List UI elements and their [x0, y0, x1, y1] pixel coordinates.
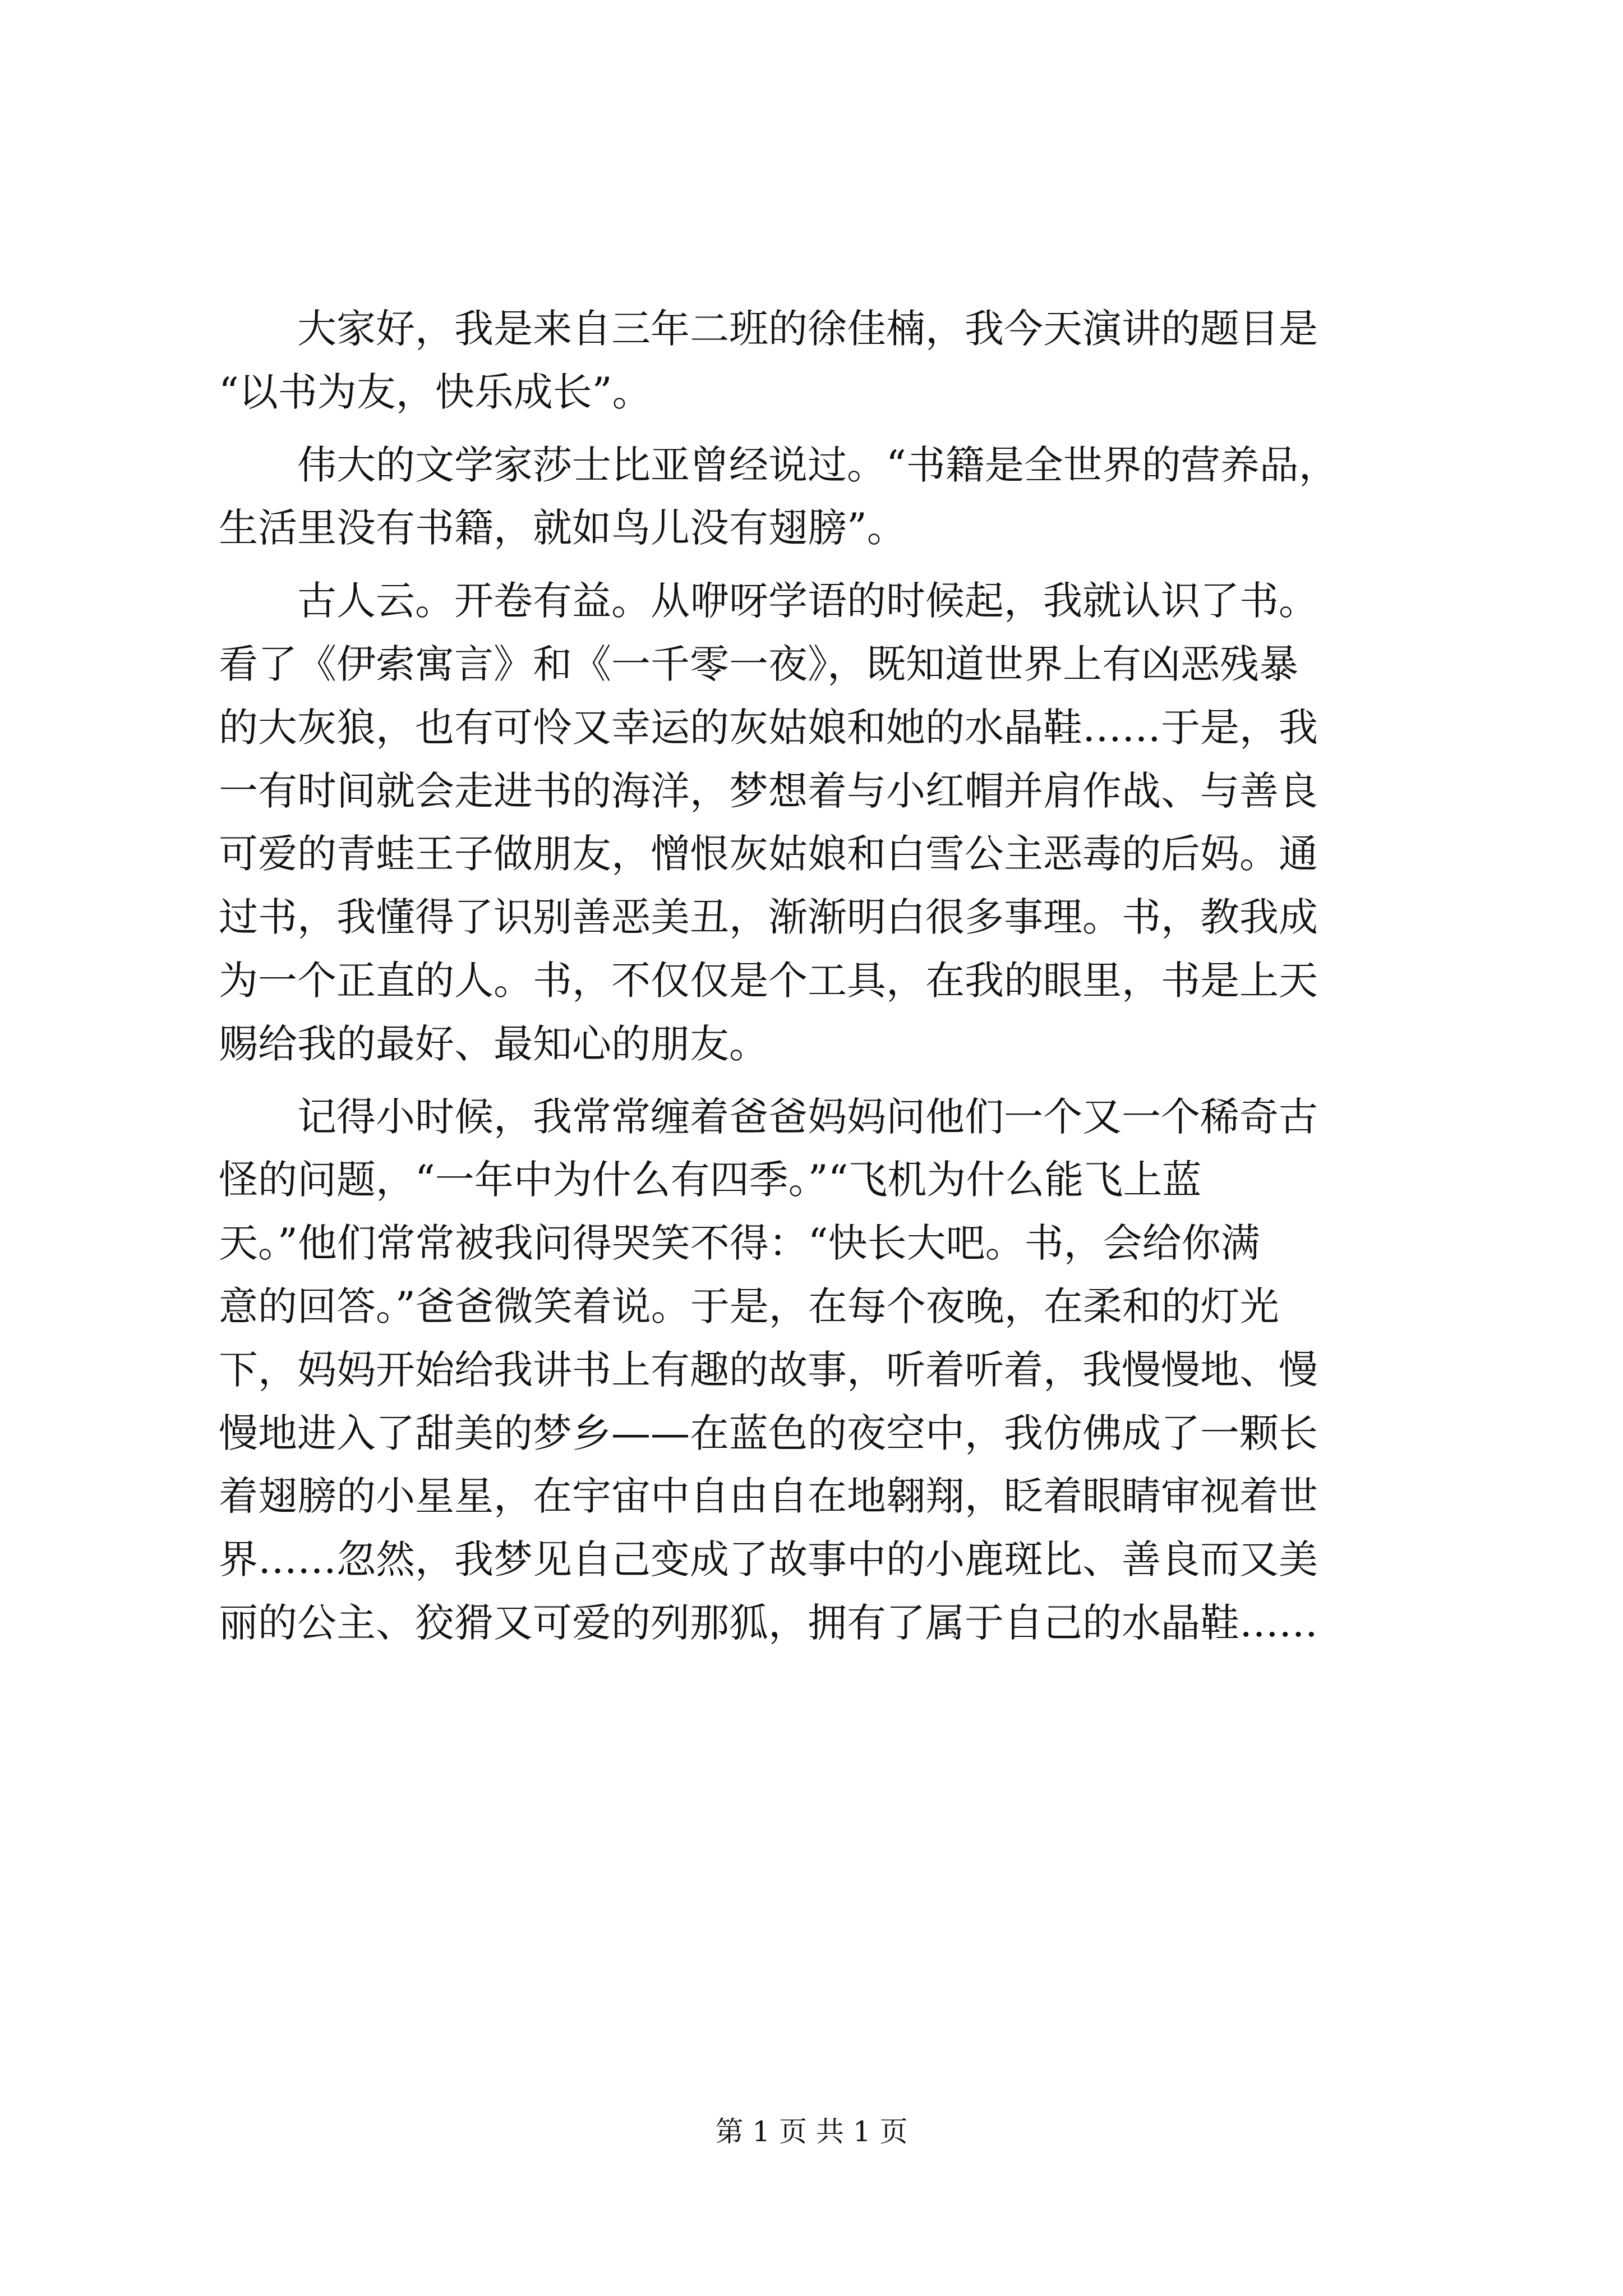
- paragraph-line: “以书为友，快乐成长”。: [219, 369, 652, 415]
- paragraph-line: 过书，我懂得了识别善恶美丑，渐渐明白很多事理。书，教我成: [219, 894, 1318, 941]
- paragraph-line: 下，妈妈开始给我讲书上有趣的故事，听着听着，我慢慢地、慢: [219, 1346, 1318, 1393]
- paragraph-line: 怪的问题，“一年中为什么有四季。”“飞机为什么能飞上蓝: [219, 1157, 1202, 1203]
- paragraph-line: 一有时间就会走进书的海洋，梦想着与小红帽并肩作战、与善良: [219, 767, 1318, 814]
- paragraph-line: 为一个正直的人。书，不仅仅是个工具，在我的眼里，书是上天: [219, 957, 1318, 1004]
- paragraph-line: 的大灰狼，也有可怜又幸运的灰姑娘和她的水晶鞋……于是，我: [219, 704, 1318, 751]
- paragraph-1: [219, 297, 1424, 424]
- paragraph-line: 意的回答。”爸爸微笑着说。于是，在每个夜晚，在柔和的灯光: [219, 1283, 1279, 1329]
- paragraph-line: 古人云。开卷有益。从咿呀学语的时候起，我就认识了书。: [297, 578, 1318, 624]
- paragraph-line: 丽的公主、狡猾又可爱的列那狐，拥有了属于自己的水晶鞋……: [219, 1599, 1318, 1646]
- paragraph-line: 着翅膀的小星星，在宇宙中自由自在地翱翔，眨着眼睛审视着世: [219, 1473, 1318, 1520]
- paragraph-line: 界……忽然，我梦见自己变成了故事中的小鹿斑比、善良而又美: [219, 1536, 1318, 1583]
- paragraph-4: [219, 1085, 1424, 1655]
- paragraph-line: 看了《伊索寓言》和《一千零一夜》，既知道世界上有凶恶残暴: [219, 641, 1298, 687]
- paragraph-3: [219, 569, 1424, 1075]
- paragraph-line: 天。”他们常常被我问得哭笑不得：“快长大吧。书，会给你满: [219, 1220, 1260, 1267]
- paragraph-line: 伟大的文学家莎士比亚曾经说过。“书籍是全世界的营养品，: [297, 441, 1338, 488]
- paragraph-2: [219, 434, 1424, 560]
- paragraph-line: 大家好，我是来自三年二班的徐佳楠，我今天演讲的题目是: [297, 306, 1318, 352]
- paragraph-line: 赐给我的最好、最知心的朋友。: [219, 1020, 768, 1067]
- paragraph-line: 可爱的青蛙王子做朋友，憎恨灰姑娘和白雪公主恶毒的后妈。通: [219, 831, 1318, 877]
- paragraph-line: 生活里没有书籍，就如鸟儿没有翅膀”。: [219, 505, 906, 551]
- page-footer: 第 1 页 共 1 页: [715, 2115, 908, 2148]
- document-body: [219, 297, 1424, 1664]
- paragraph-line: 慢地进入了甜美的梦乡——在蓝色的夜空中，我仿佛成了一颗长: [219, 1410, 1318, 1456]
- paragraph-line: 记得小时候，我常常缠着爸爸妈妈问他们一个又一个稀奇古: [297, 1093, 1318, 1140]
